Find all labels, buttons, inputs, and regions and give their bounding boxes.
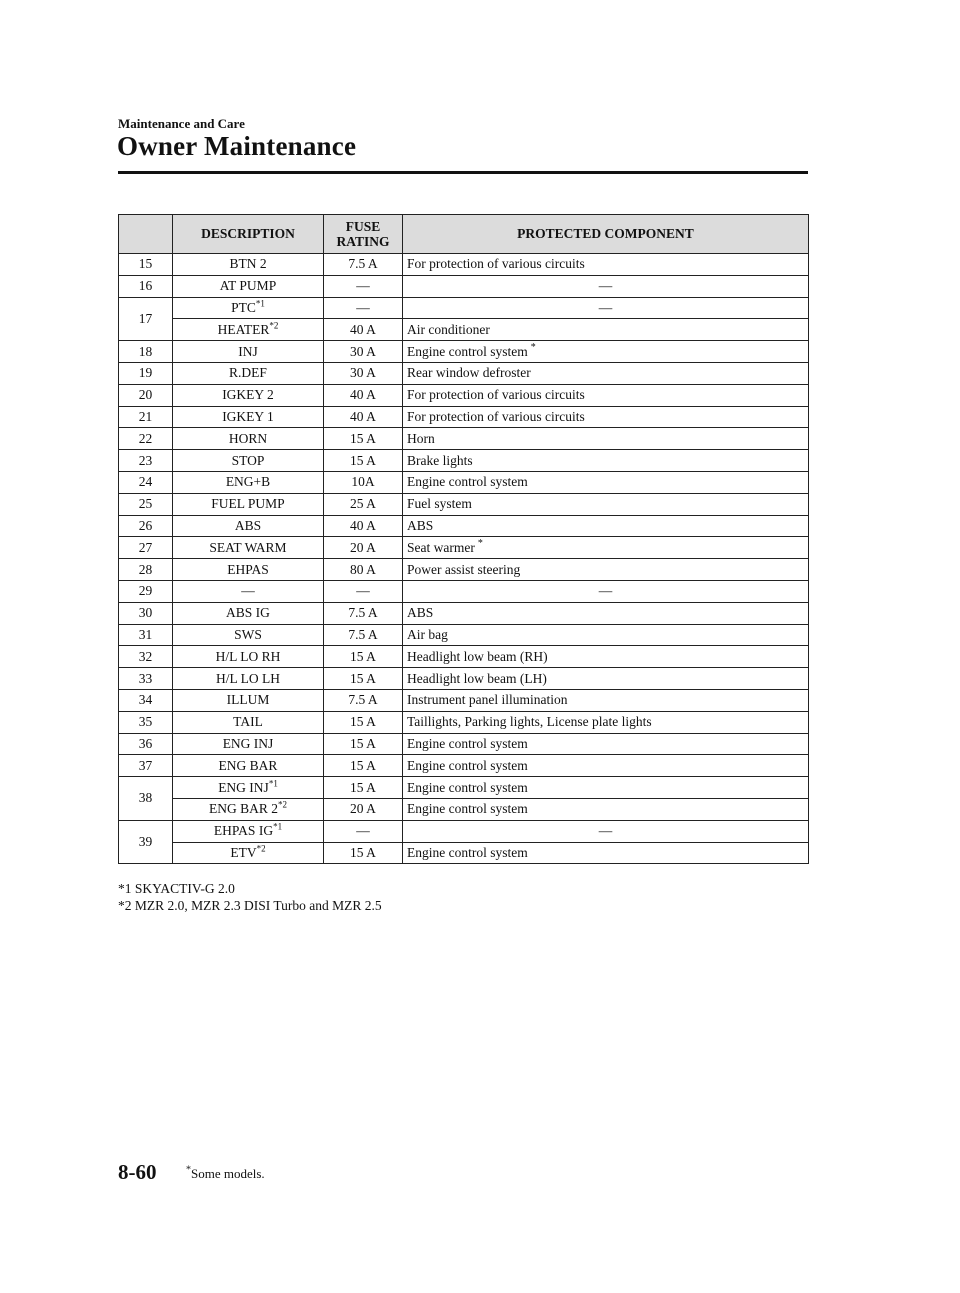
fuse-table [118, 214, 809, 864]
table-row [119, 275, 809, 297]
fuse-description-text: H/L LO RH [215, 648, 281, 664]
fuse-description [173, 777, 324, 799]
table-row [119, 733, 809, 755]
page-number: 8-60 [118, 1160, 157, 1184]
fuse-number: 28 [119, 559, 173, 581]
fuse-description-text: ― [241, 583, 255, 599]
fuse-number: 20 [119, 384, 173, 406]
fuse-number: 34 [119, 689, 173, 711]
table-header-row [119, 215, 809, 254]
fuse-description [173, 755, 324, 777]
table-row [119, 580, 809, 602]
table-row [119, 406, 809, 428]
fuse-description [173, 362, 324, 384]
fuse-description [173, 537, 324, 559]
fuse-rating: 7.5 A [324, 254, 403, 276]
protected-component-text: Engine control system [407, 779, 528, 795]
header-fuse-rating: FUSE RATING [324, 215, 403, 254]
page-title: Owner Maintenance [117, 131, 357, 161]
fuse-description-text: PTC [231, 299, 256, 315]
protected-component [403, 602, 809, 624]
fuse-number: 29 [119, 580, 173, 602]
fuse-description-text: AT PUMP [219, 278, 277, 294]
protected-component [403, 798, 809, 820]
fuse-description [173, 406, 324, 428]
fuse-description-text: BTN 2 [229, 256, 267, 272]
fuse-number: 17 [119, 297, 173, 341]
fuse-description-text: FUEL PUMP [211, 496, 285, 512]
protected-component-text: Engine control system [407, 474, 528, 490]
fuse-number: 35 [119, 711, 173, 733]
table-row [119, 450, 809, 472]
footnote-marker: *2 [278, 799, 287, 810]
fuse-rating: 15 A [324, 711, 403, 733]
fuse-rating: ― [324, 275, 403, 297]
models-note-text: Some models. [191, 1166, 265, 1181]
protected-component [403, 493, 809, 515]
some-models-mark: * [477, 538, 483, 550]
fuse-number: 37 [119, 755, 173, 777]
protected-component-text: Brake lights [407, 452, 473, 468]
fuse-description [173, 471, 324, 493]
fuse-description-text: ETV [230, 844, 257, 860]
protected-component-text: ABS [407, 517, 434, 533]
footnote-marker: *1 [273, 821, 283, 832]
table-row [119, 537, 809, 559]
footnote-marker: *1 [268, 778, 278, 789]
protected-component [403, 341, 809, 363]
table-row [119, 646, 809, 668]
footnote-1: *1 SKYACTIV-G 2.0 [118, 881, 235, 896]
protected-component-text: Fuel system [407, 496, 472, 512]
fuse-rating: 7.5 A [324, 624, 403, 646]
star-mark: * [186, 1164, 191, 1176]
footnote-marker: *2 [256, 843, 266, 854]
fuse-rating: 15 A [324, 755, 403, 777]
footnotes [118, 880, 382, 914]
fuse-description [173, 493, 324, 515]
fuse-number: 31 [119, 624, 173, 646]
fuse-description [173, 384, 324, 406]
fuse-rating: 7.5 A [324, 602, 403, 624]
fuse-number: 16 [119, 275, 173, 297]
fuse-description [173, 428, 324, 450]
fuse-description [173, 275, 324, 297]
protected-component [403, 537, 809, 559]
fuse-description-text: ENG BAR [218, 757, 278, 773]
table-row [119, 711, 809, 733]
fuse-description-text: STOP [231, 452, 265, 468]
header-description: DESCRIPTION [173, 215, 324, 254]
fuse-description [173, 689, 324, 711]
fuse-description-text: SWS [234, 626, 262, 642]
fuse-description-text: ILLUM [226, 692, 270, 708]
fuse-number: 33 [119, 668, 173, 690]
fuse-description-text: EHPAS [227, 561, 269, 577]
fuse-description-text: IGKEY 1 [222, 408, 274, 424]
fuse-number: 26 [119, 515, 173, 537]
fuse-number: 32 [119, 646, 173, 668]
fuse-rating: 10A [324, 471, 403, 493]
table-row [119, 689, 809, 711]
fuse-description-text: ABS [234, 517, 262, 533]
table-row [119, 515, 809, 537]
section-label: Maintenance and Care [118, 116, 245, 131]
protected-component-text: ABS [407, 605, 434, 621]
protected-component [403, 275, 809, 297]
fuse-description-text: H/L LO LH [216, 670, 280, 686]
fuse-rating: 40 A [324, 515, 403, 537]
table-row [119, 820, 809, 842]
table-row [119, 254, 809, 276]
fuse-rating: 40 A [324, 384, 403, 406]
fuse-rating: 25 A [324, 493, 403, 515]
footnote-marker: *1 [255, 298, 265, 309]
fuse-rating: 40 A [324, 406, 403, 428]
fuse-number: 36 [119, 733, 173, 755]
protected-component [403, 471, 809, 493]
fuse-number: 38 [119, 777, 173, 821]
protected-component-text: Horn [407, 430, 435, 446]
protected-component-text: Seat warmer [407, 539, 475, 555]
protected-component [403, 689, 809, 711]
protected-component-text: For protection of various circuits [407, 256, 585, 272]
protected-component [403, 515, 809, 537]
header-number [119, 215, 173, 254]
fuse-description [173, 254, 324, 276]
table-row [119, 777, 809, 799]
table-row [119, 428, 809, 450]
fuse-number: 24 [119, 471, 173, 493]
protected-component-text: ― [598, 823, 613, 839]
protected-component [403, 384, 809, 406]
protected-component [403, 668, 809, 690]
some-models-mark: * [530, 342, 536, 354]
fuse-description-text: ENG+B [225, 474, 271, 490]
fuse-description-text: SEAT WARM [209, 539, 287, 555]
fuse-description [173, 733, 324, 755]
table-row [119, 624, 809, 646]
fuse-rating: 7.5 A [324, 689, 403, 711]
table-row [119, 668, 809, 690]
protected-component-text: ― [598, 278, 613, 294]
fuse-rating: 15 A [324, 646, 403, 668]
table-row [119, 602, 809, 624]
fuse-rating: 30 A [324, 362, 403, 384]
protected-component [403, 646, 809, 668]
fuse-number: 30 [119, 602, 173, 624]
footnote-marker: *2 [269, 320, 279, 331]
fuse-rating: ― [324, 297, 403, 319]
fuse-description [173, 711, 324, 733]
fuse-description [173, 624, 324, 646]
fuse-description [173, 559, 324, 581]
table-row [119, 362, 809, 384]
fuse-description-text: IGKEY 2 [222, 387, 274, 403]
title-rule [118, 171, 808, 174]
table-row [119, 755, 809, 777]
fuse-number: 22 [119, 428, 173, 450]
fuse-description-text: R.DEF [229, 365, 267, 381]
protected-component-text: Engine control system [407, 735, 528, 751]
fuse-number: 15 [119, 254, 173, 276]
fuse-number: 18 [119, 341, 173, 363]
fuse-number: 19 [119, 362, 173, 384]
fuse-rating: 80 A [324, 559, 403, 581]
protected-component [403, 362, 809, 384]
protected-component-text: For protection of various circuits [407, 408, 585, 424]
fuse-description [173, 580, 324, 602]
protected-component-text: ― [598, 299, 613, 315]
fuse-number: 23 [119, 450, 173, 472]
protected-component [403, 428, 809, 450]
fuse-description [173, 341, 324, 363]
protected-component [403, 755, 809, 777]
fuse-number: 27 [119, 537, 173, 559]
protected-component-text: Power assist steering [407, 561, 521, 577]
protected-component-text: Headlight low beam (RH) [407, 648, 548, 664]
fuse-rating: 15 A [324, 428, 403, 450]
protected-component [403, 406, 809, 428]
fuse-description-text: ENG BAR 2 [208, 801, 278, 817]
fuse-description-text: INJ [238, 343, 258, 359]
fuse-rating: ― [324, 820, 403, 842]
fuse-rating: 20 A [324, 798, 403, 820]
fuse-table-body [119, 254, 809, 864]
footnote-2: *2 MZR 2.0, MZR 2.3 DISI Turbo and MZR 2.5 [118, 898, 382, 913]
fuse-rating: ― [324, 580, 403, 602]
protected-component-text: Engine control system [407, 757, 528, 773]
protected-component [403, 254, 809, 276]
table-row [119, 798, 809, 820]
fuse-description [173, 297, 324, 319]
table-row [119, 493, 809, 515]
fuse-rating: 15 A [324, 842, 403, 864]
protected-component-text: ― [598, 583, 613, 599]
protected-component-text: Engine control system [407, 801, 528, 817]
protected-component [403, 297, 809, 319]
protected-component-text: Air conditioner [407, 321, 490, 337]
protected-component-text: Rear window defroster [407, 365, 531, 381]
protected-component [403, 777, 809, 799]
protected-component-text: Taillights, Parking lights, License plate lights [407, 714, 652, 730]
protected-component [403, 820, 809, 842]
fuse-description-text: ENG INJ [222, 735, 274, 751]
table-row [119, 471, 809, 493]
table-row [119, 319, 809, 341]
protected-component-text: Engine control system [407, 343, 528, 359]
table-row [119, 559, 809, 581]
protected-component-text: Air bag [407, 626, 448, 642]
fuse-description [173, 515, 324, 537]
fuse-description-text: ENG INJ [218, 779, 269, 795]
protected-component [403, 580, 809, 602]
protected-component-text: Engine control system [407, 844, 528, 860]
protected-component-text: Instrument panel illumination [407, 692, 568, 708]
fuse-description [173, 319, 324, 341]
fuse-rating: 15 A [324, 733, 403, 755]
fuse-description-text: EHPAS IG [213, 823, 274, 839]
fuse-description [173, 602, 324, 624]
fuse-rating: 15 A [324, 450, 403, 472]
fuse-description [173, 820, 324, 842]
table-row [119, 384, 809, 406]
protected-component-text: For protection of various circuits [407, 387, 585, 403]
fuse-description [173, 798, 324, 820]
fuse-number: 21 [119, 406, 173, 428]
protected-component [403, 450, 809, 472]
protected-component [403, 319, 809, 341]
protected-component [403, 711, 809, 733]
fuse-description-text: TAIL [233, 714, 263, 730]
fuse-description [173, 450, 324, 472]
fuse-description [173, 668, 324, 690]
fuse-number: 39 [119, 820, 173, 864]
fuse-rating: 15 A [324, 777, 403, 799]
header-protected-component: PROTECTED COMPONENT [403, 215, 809, 254]
fuse-rating: 15 A [324, 668, 403, 690]
fuse-description-text: HEATER [217, 321, 270, 337]
table-row [119, 842, 809, 864]
protected-component [403, 733, 809, 755]
fuse-rating: 30 A [324, 341, 403, 363]
protected-component [403, 842, 809, 864]
fuse-description [173, 842, 324, 864]
fuse-description-text: HORN [228, 430, 268, 446]
fuse-description [173, 646, 324, 668]
fuse-rating: 20 A [324, 537, 403, 559]
protected-component [403, 624, 809, 646]
table-row [119, 297, 809, 319]
fuse-number: 25 [119, 493, 173, 515]
protected-component-text: Headlight low beam (LH) [407, 670, 547, 686]
models-note [186, 1166, 265, 1182]
table-row [119, 341, 809, 363]
fuse-description-text: ABS IG [226, 605, 270, 621]
fuse-rating: 40 A [324, 319, 403, 341]
protected-component [403, 559, 809, 581]
